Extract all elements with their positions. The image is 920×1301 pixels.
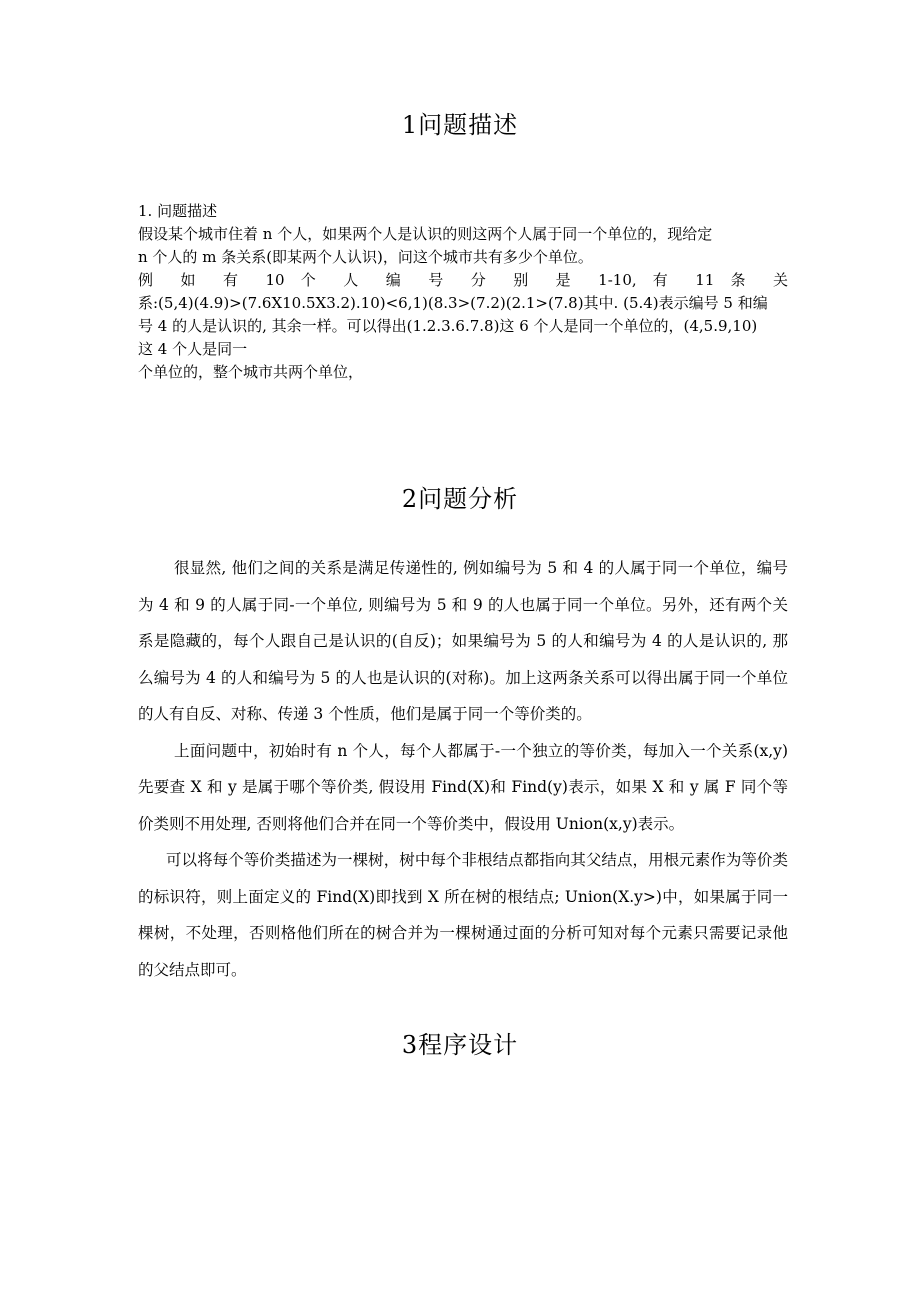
section-1-heading: 1问题描述 (401, 111, 519, 139)
section-2-body (138, 550, 788, 988)
section-1-line: 个单位的，整个城市共两个单位， (138, 363, 364, 381)
section-1-subtitle: 1. 问题描述 (138, 202, 218, 220)
section-2-heading: 2问题分析 (401, 485, 519, 513)
section-1-line: n 个人的 m 条关系(即某两个人认识)，问这个城市共有多少个单位。 (138, 248, 593, 266)
section-1-line: 系:(5,4)(4.9)>(7.6X10.5X3.2).10)<6,1)(8.3>(7.2)(2.1>(7.8)其中. (5.4)表示编号 5 和编 (138, 294, 768, 312)
section-2-paragraph: 可以将每个等价类描述为一棵树，树中每个非根结点都指向其父结点，用根元素作为等价类的标识符，则上面定义的 Find(X)即找到 X 所在树的根结点; Union(X.y>)中，如果属于同一棵树，不处理，否则格他们所在的树合并为一棵树通过面的分析可知对每个元素只需要记录他的父结点即可。 (138, 851, 788, 979)
section-1-line: 号 4 的人是认识的, 其余一样。可以得出(1.2.3.6.7.8)这 6 个人是同一个单位的，(4,5.9,10) (138, 317, 758, 335)
section-2-paragraph: 上面问题中，初始时有 n 个人，每个人都属于-一个独立的等价类，每加入一个关系(x,y)先要查 X 和 y 是属于哪个等价类, 假设用 Find(X)和 Find(y)表示，如果 X 和 y 属 F 同个等价类则不用处理, 否则将他们合并在同一个等价类中，假设用 Union(x,y)表示。 (138, 741, 788, 833)
section-1-line: 例 如 有 10 个 人 编 号 分 别 是 1-10, 有 11 条 关 (138, 271, 788, 289)
section-1-body (138, 200, 788, 384)
section-3-heading: 3程序设计 (401, 1031, 519, 1059)
section-2-paragraph: 很显然, 他们之间的关系是满足传递性的, 例如编号为 5 和 4 的人属于同一个单位，编号为 4 和 9 的人属于同-一个单位, 则编号为 5 和 9 的人也属于同一个单位。另外，还有两个关系是隐藏的，每个人跟自己是认识的(自反)；如果编号为 5 的人和编号为 4 的人是认识的, 那么编号为 4 的人和编号为 5 的人也是认识的(对称)。加上这两条关系可以得出属于同一个单位的人有自反、对称、传递 3 个性质，他们是属于同一个等价类的。 (138, 559, 788, 723)
section-1-line: 这 4 个人是同一 (138, 340, 248, 358)
section-1-line: 假设某个城市住着 n 个人，如果两个人是认识的则这两个人属于同一个单位的，现给定 (138, 225, 713, 243)
